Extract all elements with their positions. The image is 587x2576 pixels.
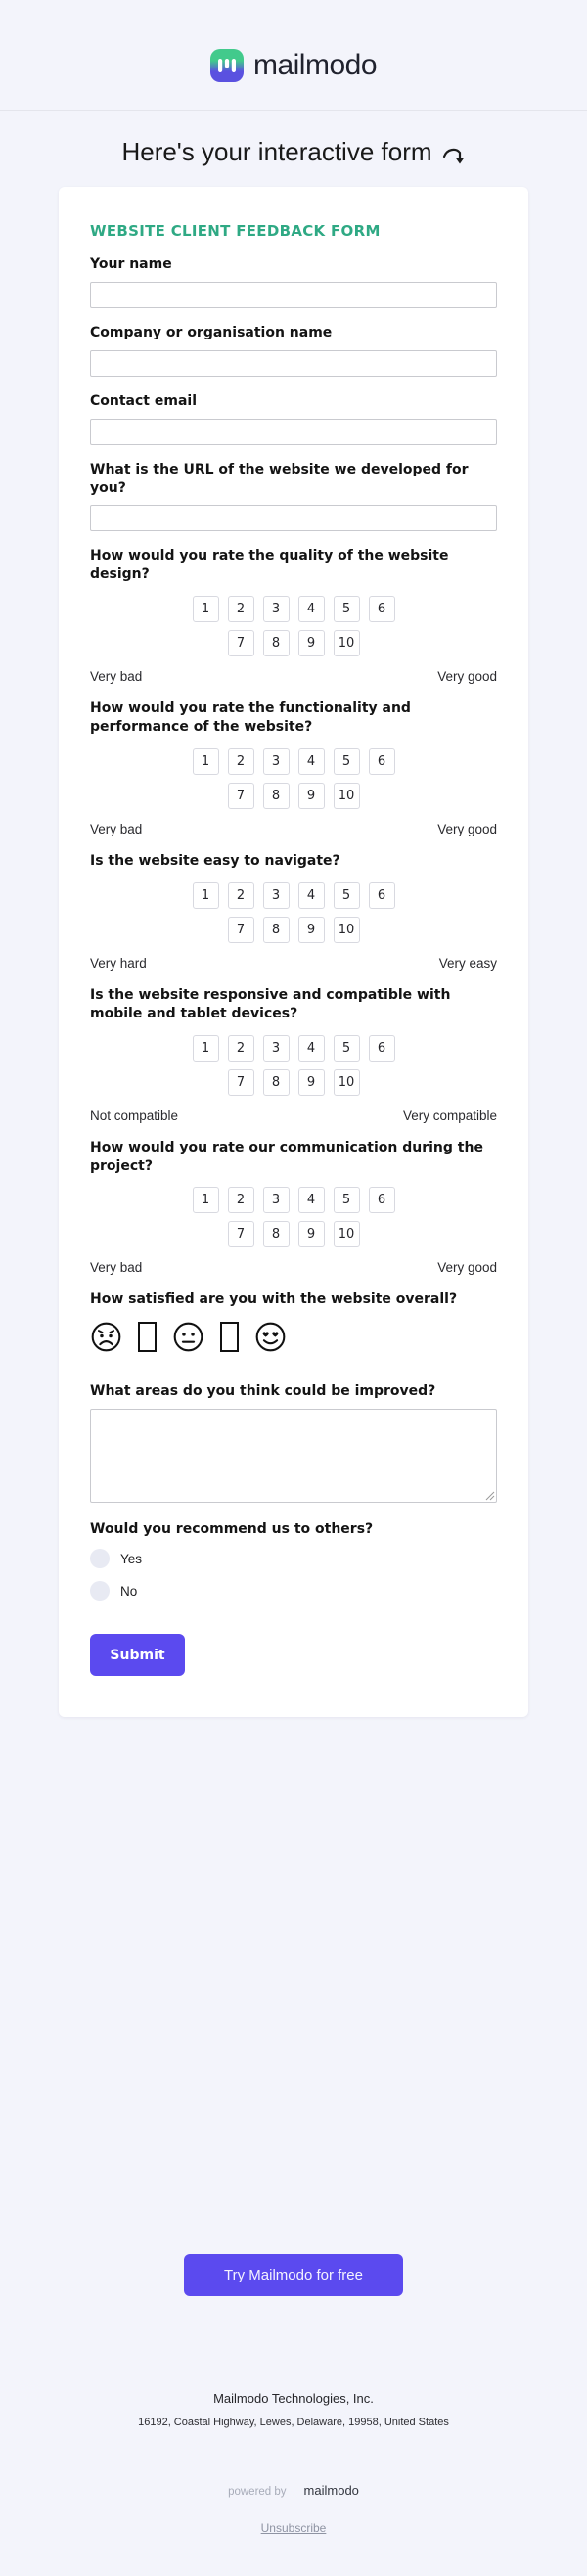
radio-option-yes[interactable] xyxy=(90,1549,497,1568)
scale-row-1 xyxy=(193,882,395,909)
scale-row-1 xyxy=(193,1187,395,1213)
powered-by-brand[interactable]: mailmodo xyxy=(303,2483,359,2499)
submit-button[interactable]: Submit xyxy=(90,1634,185,1676)
scale-row-2 xyxy=(228,917,360,943)
scale-option-8[interactable]: 8 xyxy=(263,917,290,943)
scale-option-4[interactable]: 4 xyxy=(298,748,325,775)
scale-min-label: Very bad xyxy=(90,1260,143,1276)
improve-question xyxy=(90,1382,497,1503)
scale-question xyxy=(90,547,497,684)
scale-row-2 xyxy=(228,1221,360,1247)
scale-option-9[interactable]: 9 xyxy=(298,630,325,656)
scale-option-9[interactable]: 9 xyxy=(298,783,325,809)
field-label: Is the website responsive and compatible with mobile and tablet devices? xyxy=(90,986,451,1021)
missing-glyph-box[interactable] xyxy=(138,1322,157,1352)
recommend-question xyxy=(90,1520,497,1601)
scale-options xyxy=(90,1187,497,1247)
powered-by-label: powered by xyxy=(228,2486,287,2499)
scale-option-5[interactable]: 5 xyxy=(334,748,360,775)
scale-option-5[interactable]: 5 xyxy=(334,1035,360,1062)
feedback-form-card xyxy=(59,187,528,1717)
scale-min-label: Very bad xyxy=(90,822,143,837)
scale-row-1 xyxy=(193,1035,395,1062)
text-field xyxy=(90,255,497,308)
mailmodo-logo-icon xyxy=(210,49,244,82)
textarea-wrap xyxy=(90,1409,497,1503)
missing-glyph-box[interactable] xyxy=(220,1322,239,1352)
scale-question xyxy=(90,1139,497,1276)
scale-option-8[interactable]: 8 xyxy=(263,783,290,809)
scale-question xyxy=(90,852,497,971)
scale-option-1[interactable]: 1 xyxy=(193,1187,219,1213)
scale-option-2[interactable]: 2 xyxy=(228,882,254,909)
scale-option-10[interactable]: 10 xyxy=(334,630,360,656)
scale-option-3[interactable]: 3 xyxy=(263,882,290,909)
scale-row-2 xyxy=(228,783,360,809)
scale-option-4[interactable]: 4 xyxy=(298,1035,325,1062)
scale-minmax xyxy=(90,822,497,836)
scale-option-7[interactable]: 7 xyxy=(228,1069,254,1096)
field-label: What is the URL of the website we developed for you? xyxy=(90,461,469,496)
scale-minmax xyxy=(90,1108,497,1123)
email-header xyxy=(0,0,587,111)
field-label: Contact email xyxy=(90,392,197,409)
scale-option-1[interactable]: 1 xyxy=(193,748,219,775)
scale-row-1 xyxy=(193,748,395,775)
form-title: WEBSITE CLIENT FEEDBACK FORM xyxy=(90,222,381,240)
scale-option-6[interactable]: 6 xyxy=(369,1187,395,1213)
scale-option-10[interactable]: 10 xyxy=(334,917,360,943)
heart-eyes-face-icon[interactable] xyxy=(254,1321,287,1353)
email-footer xyxy=(0,2391,587,2537)
scale-option-8[interactable]: 8 xyxy=(263,1069,290,1096)
scale-options xyxy=(90,882,497,943)
brand-wordmark: mailmodo xyxy=(252,49,378,81)
text-field xyxy=(90,392,497,445)
scale-option-6[interactable]: 6 xyxy=(369,596,395,622)
scale-option-9[interactable]: 9 xyxy=(298,1221,325,1247)
scale-max-label: Very good xyxy=(437,1260,497,1276)
scale-question xyxy=(90,700,497,836)
scale-options xyxy=(90,1035,497,1096)
scale-option-2[interactable]: 2 xyxy=(228,1035,254,1062)
scale-option-7[interactable]: 7 xyxy=(228,917,254,943)
form-body xyxy=(90,255,497,1676)
frown-face-icon[interactable] xyxy=(90,1321,122,1353)
missing-glyph-box xyxy=(220,1322,239,1352)
scale-options xyxy=(90,596,497,656)
scale-option-5[interactable]: 5 xyxy=(334,596,360,622)
improve-textarea[interactable] xyxy=(90,1409,497,1503)
scale-option-9[interactable]: 9 xyxy=(298,917,325,943)
scale-minmax xyxy=(90,1260,497,1275)
scale-option-3[interactable]: 3 xyxy=(263,1035,290,1062)
scale-option-4[interactable]: 4 xyxy=(298,1187,325,1213)
satisfaction-question xyxy=(90,1290,497,1353)
scale-option-9[interactable]: 9 xyxy=(298,1069,325,1096)
scale-min-label: Very bad xyxy=(90,669,143,685)
hero-heading xyxy=(0,137,587,167)
resize-grip-icon[interactable] xyxy=(485,1491,495,1501)
scale-option-2[interactable]: 2 xyxy=(228,748,254,775)
scale-option-3[interactable]: 3 xyxy=(263,748,290,775)
scale-option-7[interactable]: 7 xyxy=(228,1221,254,1247)
scale-option-8[interactable]: 8 xyxy=(263,1221,290,1247)
scale-option-3[interactable]: 3 xyxy=(263,1187,290,1213)
radio-circle-icon[interactable] xyxy=(90,1581,110,1601)
radio-circle-icon[interactable] xyxy=(90,1549,110,1568)
field-label: What areas do you think could be improved? xyxy=(90,1383,436,1400)
scale-max-label: Very good xyxy=(437,669,497,685)
scale-option-10[interactable]: 10 xyxy=(334,783,360,809)
smiley-row xyxy=(90,1321,497,1353)
scale-minmax xyxy=(90,956,497,971)
unsubscribe-link[interactable]: Unsubscribe xyxy=(260,2521,327,2536)
missing-glyph-box xyxy=(138,1322,157,1352)
cta-section xyxy=(0,2254,587,2296)
try-mailmodo-button[interactable]: Try Mailmodo for free xyxy=(184,2254,403,2296)
scale-row-2 xyxy=(228,1069,360,1096)
scale-option-7[interactable]: 7 xyxy=(228,783,254,809)
scale-option-7[interactable]: 7 xyxy=(228,630,254,656)
field-label: Company or organisation name xyxy=(90,324,333,340)
scale-option-4[interactable]: 4 xyxy=(298,596,325,622)
field-label: How would you rate the quality of the website design? xyxy=(90,548,449,583)
scale-option-5[interactable]: 5 xyxy=(334,1187,360,1213)
scale-row-2 xyxy=(228,630,360,656)
scale-option-2[interactable]: 2 xyxy=(228,596,254,622)
scale-max-label: Very compatible xyxy=(402,1107,497,1123)
scale-option-1[interactable]: 1 xyxy=(193,882,219,909)
scale-min-label: Very hard xyxy=(90,955,147,971)
scale-option-1[interactable]: 1 xyxy=(193,1035,219,1062)
scale-max-label: Very good xyxy=(437,822,497,837)
field-label: How satisfied are you with the website overall? xyxy=(90,1291,458,1308)
scale-min-label: Not compatible xyxy=(90,1107,179,1123)
radio-option-no[interactable] xyxy=(90,1581,497,1601)
neutral-face-icon[interactable] xyxy=(172,1321,204,1353)
hero-title: Here's your interactive form xyxy=(121,137,432,166)
scale-option-10[interactable]: 10 xyxy=(334,1069,360,1096)
curved-down-right-arrow-icon xyxy=(442,144,466,167)
scale-option-8[interactable]: 8 xyxy=(263,630,290,656)
field-label: Your name xyxy=(90,256,172,272)
scale-option-5[interactable]: 5 xyxy=(334,882,360,909)
scale-option-6[interactable]: 6 xyxy=(369,748,395,775)
text-input[interactable] xyxy=(90,282,497,308)
radio-option-label: No xyxy=(120,1583,138,1599)
scale-row-1 xyxy=(193,596,395,622)
text-input[interactable] xyxy=(90,419,497,445)
scale-option-4[interactable]: 4 xyxy=(298,882,325,909)
footer-company: Mailmodo Technologies, Inc. xyxy=(213,2391,374,2407)
scale-minmax xyxy=(90,669,497,684)
text-field xyxy=(90,324,497,377)
scale-options xyxy=(90,748,497,809)
text-input[interactable] xyxy=(90,350,497,377)
field-label: Would you recommend us to others? xyxy=(90,1521,374,1538)
scale-question xyxy=(90,986,497,1123)
field-label: How would you rate our communication during the project? xyxy=(90,1139,483,1174)
scale-option-10[interactable]: 10 xyxy=(334,1221,360,1247)
text-field xyxy=(90,461,497,532)
scale-option-1[interactable]: 1 xyxy=(193,596,219,622)
text-input[interactable] xyxy=(90,505,497,531)
scale-option-6[interactable]: 6 xyxy=(369,1035,395,1062)
scale-max-label: Very easy xyxy=(438,955,497,971)
scale-option-6[interactable]: 6 xyxy=(369,882,395,909)
scale-option-2[interactable]: 2 xyxy=(228,1187,254,1213)
radio-option-label: Yes xyxy=(120,1551,143,1566)
footer-address: 16192, Coastal Highway, Lewes, Delaware, 19958, United States xyxy=(138,2417,449,2429)
powered-by-row xyxy=(0,2483,587,2498)
field-label: How would you rate the functionality and performance of the website? xyxy=(90,700,411,736)
scale-option-3[interactable]: 3 xyxy=(263,596,290,622)
field-label: Is the website easy to navigate? xyxy=(90,853,340,870)
